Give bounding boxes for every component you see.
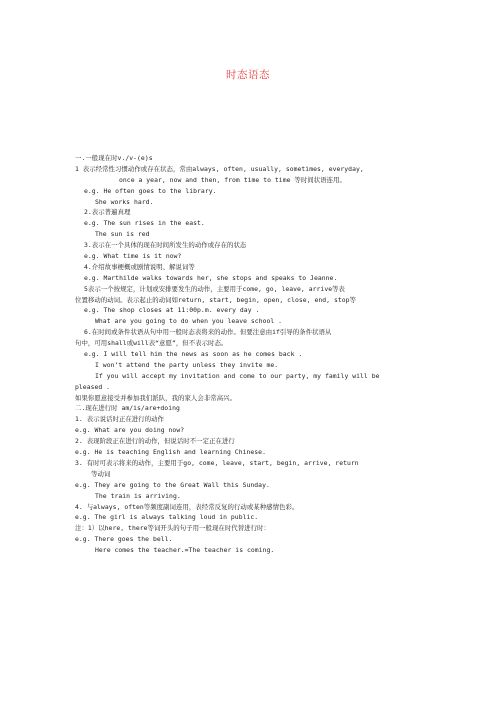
text-line: 3. 有时可表示将来的动作，主要用于go, come, leave, start, begin, arrive, return bbox=[75, 458, 359, 467]
example-line: What are you going to do when you leave school . bbox=[95, 317, 283, 326]
text-line: 5表示一个按规定，计划或安排要发生的动作，主要用于come, go, leave, arrive等表 bbox=[84, 284, 345, 293]
text-line: 2.表示普遍真理 bbox=[84, 208, 131, 217]
example-line: e.g. I will tell him the news as soon as he comes back . bbox=[84, 350, 303, 359]
text-line: 4.介绍故事梗概或剧情说明、解说词等 bbox=[84, 262, 195, 271]
example-line: She works hard. bbox=[95, 197, 154, 206]
example-line: pleased . bbox=[75, 382, 111, 391]
text-line: 3.表示在一个具体的现在时间所发生的动作或存在的状态 bbox=[84, 241, 247, 250]
example-line: Here comes the teacher.=The teacher is coming. bbox=[95, 546, 275, 555]
example-line: e.g. The sun rises in the east. bbox=[84, 219, 205, 228]
example-line: e.g. The shop closes at 11:00p.m. every day . bbox=[84, 306, 260, 315]
text-line: 4. 与always, often等频度副词连用，表经常反复的行动或某种感情色彩。 bbox=[75, 502, 299, 511]
example-line: e.g. He often goes to the library. bbox=[84, 186, 217, 195]
text-line: 1. 表示说话时正在进行的动作 bbox=[75, 415, 164, 424]
section-heading: 一.一般现在时v./v-(e)s bbox=[75, 154, 153, 162]
example-line: e.g. He is teaching English and learning Chinese. bbox=[75, 448, 266, 457]
example-line: The train is arriving. bbox=[95, 491, 181, 500]
example-line: If you will accept my invitation and come to our party, my family will be bbox=[95, 371, 380, 380]
example-line: e.g. What are you doing now? bbox=[75, 426, 185, 435]
example-line: I won’t attend the party unless they invite me. bbox=[95, 360, 279, 369]
example-line: e.g. There goes the bell. bbox=[75, 535, 173, 544]
text-line: 位置移动的动词。表示起止的动词如return, start, begin, open, close, end, stop等 bbox=[75, 295, 356, 304]
text-line: 2. 表现阶段正在进行的动作，但说话时不一定正在进行 bbox=[75, 437, 235, 446]
translation-line: 如果你愿意接受并参加我们派队，我的家人会非常高兴。 bbox=[75, 393, 237, 402]
example-line: e.g. What time is it now? bbox=[84, 252, 182, 261]
text-line: 等动词 bbox=[91, 469, 111, 478]
example-line: e.g. They are going to the Great Wall this Sunday. bbox=[75, 480, 270, 489]
example-line: The sun is red bbox=[95, 230, 150, 239]
page-title: 时态语态 bbox=[226, 69, 270, 81]
text-line: once a year, now and then, from time to time 等时间状语连用。 bbox=[119, 175, 346, 184]
document-body bbox=[75, 153, 425, 556]
note-line: 注：1）以here, there等词开头的句子用一般现在时代替进行时： bbox=[75, 524, 270, 533]
text-line: 6.在时间或条件状语从句中用一般时态表将来的动作。但要注意由if引导的条件状语从 bbox=[84, 328, 332, 337]
example-line: e.g. The girl is always talking loud in public. bbox=[75, 513, 259, 522]
example-line: e.g. Marthilde walks towards her, she stops and speaks to Jeanne. bbox=[84, 273, 338, 282]
text-line: 句中，可用shall或will表“意愿”，但不表示时态。 bbox=[75, 339, 228, 348]
section-heading: 二.现在进行时 am/is/are+doing bbox=[75, 404, 180, 413]
text-line: 1 表示经常性习惯动作或存在状态，常由always, often, usually, sometimes, everyday, bbox=[75, 164, 364, 173]
